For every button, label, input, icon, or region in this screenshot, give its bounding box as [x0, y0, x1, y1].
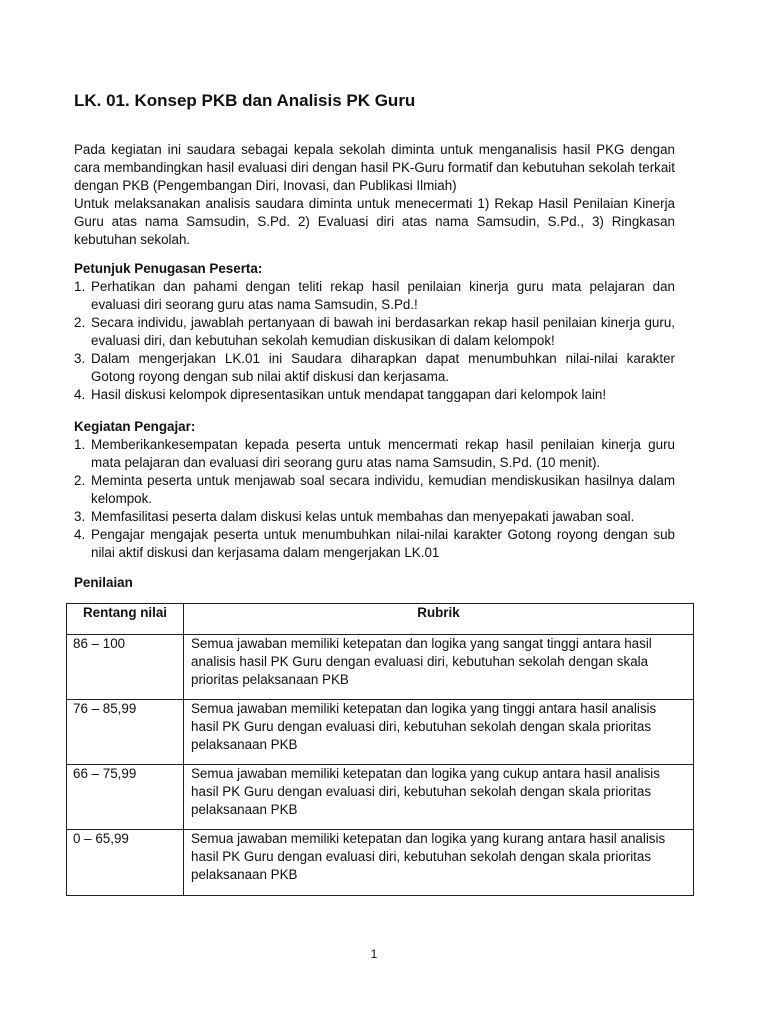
list-item-text: Hasil diskusi kelompok dipresentasikan untuk mendapat tanggapan dari kelompok lain!: [91, 387, 607, 402]
petunjuk-heading: Petunjuk Penugasan Peserta:: [74, 261, 263, 276]
list-number: 2.: [74, 315, 86, 330]
kegiatan-heading: Kegiatan Pengajar:: [74, 419, 196, 434]
list-item: [74, 508, 675, 526]
list-number: 1.: [74, 437, 86, 452]
list-item: [74, 436, 675, 472]
list-number: 2.: [74, 473, 86, 488]
intro-paragraph: Pada kegiatan ini saudara sebagai kepala sekolah diminta untuk menganalisis hasil PKG dengan cara membandingkan hasil evaluasi diri dengan hasil PK-Guru formatif dan kebutuhan sekolah terkait dengan PKB (Pengembangan Diri, Inovasi, dan Publikasi Ilmiah): [74, 142, 675, 193]
page-number: 1: [370, 947, 378, 961]
list-item-text: Memfasilitasi peserta dalam diskusi kelas untuk membahas dan menyepakati jawaban soal.: [91, 509, 635, 524]
rubric-cell: Semua jawaban memiliki ketepatan dan logika yang tinggi antara hasil analisis hasil PK Guru dengan evaluasi diri, kebutuhan sekolah dengan skala prioritas pelaksanaan PKB: [184, 700, 694, 765]
list-item-text: Secara individu, jawablah pertanyaan di bawah ini berdasarkan rekap hasil penilaian kinerja guru, evaluasi diri, dan kebutuhan sekolah kemudian diskusikan di dalam kelompok!: [91, 315, 675, 348]
rubric-cell: Semua jawaban memiliki ketepatan dan logika yang kurang antara hasil analisis hasil PK Guru dengan evaluasi diri, kebutuhan sekolah dengan skala prioritas pelaksanaan PKB: [184, 830, 694, 896]
list-number: 3.: [74, 351, 86, 366]
page-title: LK. 01. Konsep PKB dan Analisis PK Guru: [74, 91, 416, 110]
petunjuk-list: [74, 278, 675, 404]
table-row: [67, 700, 694, 765]
list-item-text: Perhatikan dan pahami dengan teliti rekap hasil penilaian kinerja guru mata pelajaran dan evaluasi diri seorang guru atas nama Samsudin, S.Pd.!: [91, 279, 675, 312]
list-item-text: Meminta peserta untuk menjawab soal secara individu, kemudian mendiskusikan hasilnya dalam kelompok.: [91, 473, 675, 506]
table-row: [67, 765, 694, 830]
list-item: [74, 472, 675, 508]
list-item: [74, 526, 675, 562]
list-item: [74, 350, 675, 386]
table-row: [67, 830, 694, 896]
range-cell: 66 – 75,99: [67, 765, 184, 830]
list-number: 1.: [74, 279, 86, 294]
kegiatan-list: [74, 436, 675, 562]
range-cell: 0 – 65,99: [67, 830, 184, 896]
column-header-rubrik: Rubrik: [184, 604, 694, 635]
column-header-rentang: Rentang nilai: [67, 604, 184, 635]
penilaian-heading: Penilaian: [74, 575, 133, 590]
list-number: 4.: [74, 387, 86, 402]
list-item-text: Pengajar mengajak peserta untuk menumbuhkan nilai-nilai karakter Gotong royong dengan sub nilai aktif diskusi dan kerjasama dalam mengerjakan LK.01: [91, 527, 675, 560]
list-item-text: Memberikankesempatan kepada peserta untuk mencermati rekap hasil penilaian kinerja guru mata pelajaran dan evaluasi diri seorang guru atas nama Samsudin, S.Pd. (10 menit).: [91, 437, 675, 470]
rubric-cell: Semua jawaban memiliki ketepatan dan logika yang sangat tinggi antara hasil analisis hasil PK Guru dengan evaluasi diri, kebutuhan sekolah dengan skala prioritas pelaksanaan PKB: [184, 635, 694, 700]
document-body: [74, 141, 675, 592]
rubric-cell: Semua jawaban memiliki ketepatan dan logika yang cukup antara hasil analisis hasil PK Guru dengan evaluasi diri, kebutuhan sekolah dengan skala prioritas pelaksanaan PKB: [184, 765, 694, 830]
range-cell: 76 – 85,99: [67, 700, 184, 765]
list-item: [74, 314, 675, 350]
range-cell: 86 – 100: [67, 635, 184, 700]
table-row: [67, 635, 694, 700]
list-item-text: Dalam mengerjakan LK.01 ini Saudara diharapkan dapat menumbuhkan nilai-nilai karakter Gotong royong dengan sub nilai aktif diskusi dan kerjasama.: [91, 351, 675, 384]
list-item: [74, 386, 675, 404]
instruction-paragraph: Untuk melaksanakan analisis saudara diminta untuk menecermati 1) Rekap Hasil Penilaian Kinerja Guru atas nama Samsudin, S.Pd. 2) Evaluasi diri atas nama Samsudin, S.Pd., 3) Ringkasan kebutuhan sekolah.: [74, 196, 675, 247]
list-number: 3.: [74, 509, 86, 524]
list-item: [74, 278, 675, 314]
rubric-table: [66, 603, 694, 896]
list-number: 4.: [74, 527, 86, 542]
table-header-row: [67, 604, 694, 635]
